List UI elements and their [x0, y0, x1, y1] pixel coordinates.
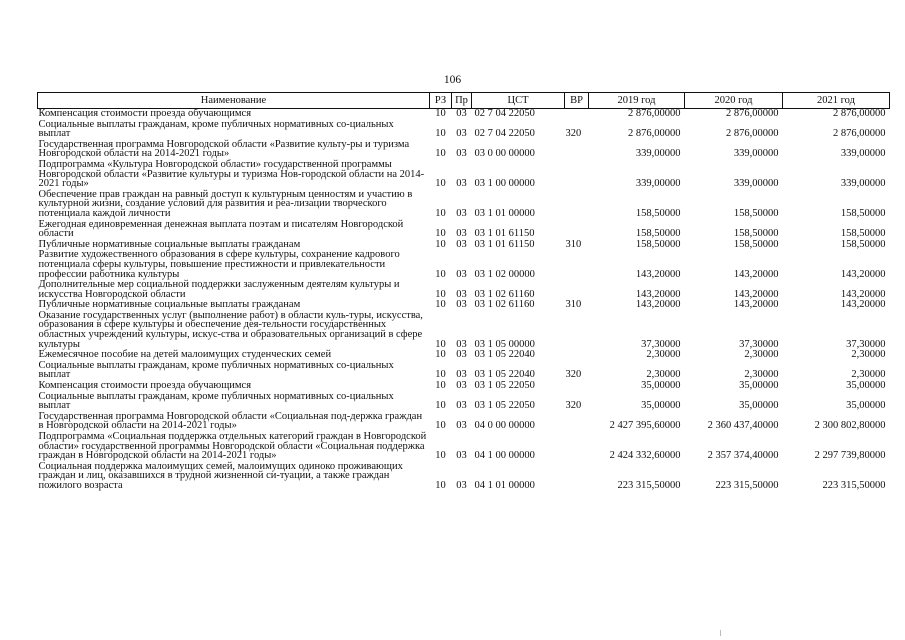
cell-2019: 143,20000	[635, 288, 681, 300]
cell-cst: 03 1 02 61160	[474, 299, 535, 311]
cell-2021: 2 876,00000	[833, 128, 886, 140]
cell-pr: 03	[456, 207, 467, 219]
cell-rz: 10	[435, 349, 446, 361]
header-2019: 2019 год	[589, 93, 685, 109]
cell-name: Развитие художественного образования в сфере культуры, сохранение кадрового потенциала сферы культуры, повышение престижности и привлекательности профессии работника культуры	[38, 249, 400, 280]
cell-2020: 2 876,00000	[726, 108, 779, 119]
cell-2021: 158,50000	[840, 207, 886, 219]
cell-cst: 03 1 05 22050	[474, 400, 535, 412]
cell-2019: 35,00000	[641, 380, 681, 392]
cell-cst: 03 1 05 00000	[474, 338, 535, 350]
cell-rz: 10	[435, 228, 446, 240]
cell-2020: 2 357 374,40000	[707, 450, 779, 462]
cell-2019: 37,30000	[641, 338, 681, 350]
cell-vr: 310	[565, 238, 582, 250]
header-vr: ВР	[565, 93, 589, 109]
table-row	[38, 190, 890, 220]
cell-name: Государственная программа Новгородской области «Социальная под-держка граждан в Новгородской области на 2014-2021 годы»	[38, 410, 423, 432]
cell-vr	[565, 280, 589, 300]
cell-pr: 03	[456, 228, 467, 240]
cell-pr: 03	[456, 420, 467, 432]
cell-pr: 03	[456, 299, 467, 311]
header-pr: Пр	[452, 93, 472, 109]
cell-vr	[565, 220, 589, 240]
cell-cst: 02 7 04 22050	[474, 128, 535, 140]
cell-vr: 320	[565, 400, 582, 412]
cell-2020: 158,50000	[733, 238, 779, 250]
cell-2019: 223 315,50000	[617, 479, 681, 491]
cell-name: Государственная программа Новгородской области «Развитие культу-ры и туризма Новгородской области на 2014-2021 годы»	[38, 138, 410, 160]
cell-name: Дополнительные мер социальной поддержки заслуженным деятелям культуры и искусства Новгородской области	[38, 279, 400, 300]
cell-2021: 37,30000	[846, 338, 886, 350]
cell-vr	[565, 350, 589, 361]
header-name: Наименование	[38, 93, 430, 109]
cell-rz: 10	[435, 238, 446, 250]
table-row	[38, 412, 890, 432]
cell-2020: 143,20000	[733, 299, 779, 311]
table-row	[38, 432, 890, 462]
cell-pr: 03	[456, 349, 467, 361]
cell-2019: 2 424 332,60000	[609, 450, 681, 462]
cell-2021: 2 297 739,80000	[814, 450, 886, 462]
table-row	[38, 140, 890, 160]
cell-cst: 03 1 05 22040	[474, 369, 535, 381]
cell-2020: 223 315,50000	[715, 479, 779, 491]
cell-2021: 2,30000	[851, 349, 886, 361]
table-row	[38, 109, 890, 120]
cell-cst: 04 1 01 00000	[474, 479, 535, 491]
cell-rz: 10	[435, 178, 446, 190]
cell-2020: 37,30000	[739, 338, 779, 350]
cell-2021: 158,50000	[840, 228, 886, 240]
cell-vr	[565, 412, 589, 432]
budget-table	[37, 92, 890, 492]
cell-cst: 03 1 01 61150	[474, 238, 535, 250]
cell-cst: 03 0 00 00000	[474, 148, 535, 160]
cell-2019: 2 427 395,60000	[609, 420, 681, 432]
cell-name: Ежегодная единовременная денежная выплата поэтам и писателям Новгородской области	[38, 218, 404, 240]
cell-2020: 35,00000	[739, 400, 779, 412]
cell-2019: 2 876,00000	[628, 108, 681, 119]
cell-2020: 143,20000	[733, 268, 779, 280]
cell-vr	[565, 381, 589, 392]
cell-pr: 03	[456, 380, 467, 392]
cell-rz: 10	[435, 128, 446, 140]
header-cst: ЦСТ	[472, 93, 565, 109]
header-2020: 2020 год	[685, 93, 783, 109]
cell-vr	[565, 190, 589, 220]
cell-cst: 03 1 02 61160	[474, 288, 535, 300]
cell-rz: 10	[435, 420, 446, 432]
cell-vr	[565, 160, 589, 190]
cell-pr: 03	[456, 450, 467, 462]
cell-2021: 2 876,00000	[833, 108, 886, 119]
table-row	[38, 250, 890, 280]
cell-cst: 03 1 00 00000	[474, 178, 535, 190]
cell-vr	[565, 432, 589, 462]
cell-rz: 10	[435, 338, 446, 350]
cell-cst: 04 0 00 00000	[474, 420, 535, 432]
cell-2019: 158,50000	[635, 238, 681, 250]
cell-rz: 10	[435, 380, 446, 392]
cell-cst: 03 1 01 00000	[474, 207, 535, 219]
cell-2021: 143,20000	[840, 268, 886, 280]
cell-2020: 158,50000	[733, 207, 779, 219]
cell-cst: 03 1 01 61150	[474, 228, 535, 240]
cell-name: Социальная поддержка малоимущих семей, малоимущих одиноко проживающих граждан и лиц, оказавшихся в трудной жизненной си-туации, а также граждан пожилого возраста	[38, 460, 403, 491]
cell-2021: 2 300 802,80000	[814, 420, 886, 432]
cell-2021: 158,50000	[840, 238, 886, 250]
cell-name: Ежемесячное пособие на детей малоимущих студенческих семей	[38, 349, 332, 361]
table-row	[38, 120, 890, 140]
cell-vr	[565, 140, 589, 160]
cell-pr: 03	[456, 238, 467, 250]
cell-2020: 2 876,00000	[726, 128, 779, 140]
cell-2019: 2,30000	[646, 369, 681, 381]
cell-2020: 339,00000	[733, 148, 779, 160]
cell-2019: 158,50000	[635, 207, 681, 219]
table-row	[38, 160, 890, 190]
cell-vr: 320	[565, 128, 582, 140]
cell-2020: 158,50000	[733, 228, 779, 240]
cell-name: Компенсация стоимости проезда обучающимся	[38, 108, 252, 119]
cell-2021: 143,20000	[840, 299, 886, 311]
cell-name: Подпрограмма «Социальная поддержка отдельных категорий граждан в Новгородской области» государственной программы Новгородской области «Социальная поддержка граждан в Новгородской области на 2014-2021 годы»	[38, 431, 427, 462]
cell-rz: 10	[435, 299, 446, 311]
cell-2020: 339,00000	[733, 178, 779, 190]
cell-pr: 03	[456, 108, 467, 119]
table-row	[38, 280, 890, 300]
table-row	[38, 220, 890, 240]
cell-vr	[565, 462, 589, 492]
cell-cst: 03 1 02 00000	[474, 268, 535, 280]
scan-mark	[720, 630, 721, 636]
table-row	[38, 361, 890, 381]
cell-pr: 03	[456, 128, 467, 140]
cell-2019: 158,50000	[635, 228, 681, 240]
header-rz: РЗ	[430, 93, 452, 109]
cell-name: Социальные выплаты гражданам, кроме публичных нормативных со-циальных выплат	[38, 359, 394, 381]
table-header-row	[38, 93, 890, 109]
cell-vr	[565, 311, 589, 350]
cell-name: Публичные нормативные социальные выплаты гражданам	[38, 238, 301, 250]
cell-2020: 2 360 437,40000	[707, 420, 779, 432]
cell-vr	[565, 250, 589, 280]
cell-pr: 03	[456, 288, 467, 300]
page-number: 106	[443, 74, 462, 86]
cell-2020: 2,30000	[744, 349, 779, 361]
cell-2019: 35,00000	[641, 400, 681, 412]
cell-rz: 10	[435, 450, 446, 462]
cell-pr: 03	[456, 338, 467, 350]
table-row	[38, 311, 890, 350]
cell-name: Социальные выплаты гражданам, кроме публичных нормативных со-циальных выплат	[38, 390, 394, 412]
cell-pr: 03	[456, 479, 467, 491]
cell-2019: 2 876,00000	[628, 128, 681, 140]
cell-vr	[565, 109, 589, 120]
table-body	[38, 109, 890, 492]
cell-cst: 03 1 05 22050	[474, 380, 535, 392]
table-row	[38, 392, 890, 412]
cell-2021: 35,00000	[846, 380, 886, 392]
cell-2019: 2,30000	[646, 349, 681, 361]
cell-2019: 339,00000	[635, 178, 681, 190]
cell-cst: 02 7 04 22050	[474, 108, 535, 119]
cell-name: Компенсация стоимости проезда обучающимся	[38, 380, 252, 392]
cell-vr: 310	[565, 299, 582, 311]
cell-rz: 10	[435, 369, 446, 381]
cell-rz: 10	[435, 400, 446, 412]
cell-pr: 03	[456, 400, 467, 412]
cell-pr: 03	[456, 148, 467, 160]
header-2021: 2021 год	[783, 93, 890, 109]
cell-2021: 2,30000	[851, 369, 886, 381]
cell-pr: 03	[456, 369, 467, 381]
cell-name: Публичные нормативные социальные выплаты гражданам	[38, 299, 301, 311]
cell-name: Обеспечение прав граждан на равный доступ к культурным ценностям и участию в культурной жизни, создание условий для развития и реа-лизации творческого потенциала каждой личности	[38, 188, 413, 219]
cell-cst: 03 1 05 22040	[474, 349, 535, 361]
cell-rz: 10	[435, 479, 446, 491]
cell-2020: 35,00000	[739, 380, 779, 392]
cell-pr: 03	[456, 268, 467, 280]
cell-2019: 143,20000	[635, 268, 681, 280]
cell-rz: 10	[435, 108, 446, 119]
cell-vr: 320	[565, 369, 582, 381]
cell-rz: 10	[435, 207, 446, 219]
cell-2019: 143,20000	[635, 299, 681, 311]
cell-rz: 10	[435, 148, 446, 160]
cell-2020: 143,20000	[733, 288, 779, 300]
cell-2021: 339,00000	[840, 178, 886, 190]
cell-2019: 339,00000	[635, 148, 681, 160]
table-row	[38, 462, 890, 492]
cell-name: Оказание государственных услуг (выполнение работ) в области куль-туры, искусства, образования в сфере культуры и обеспечение дея-тельности государственных областных учреждений культуры, искус-ства и образовательных организаций в сфере культуры	[38, 309, 423, 350]
cell-rz: 10	[435, 288, 446, 300]
cell-2021: 339,00000	[840, 148, 886, 160]
cell-name: Подпрограмма «Культура Новгородской области» государственной программы Новгородской области «Развитие культуры и туризма Нов-городской области на 2014-2021 годы»	[38, 158, 425, 190]
cell-rz: 10	[435, 268, 446, 280]
cell-2021: 143,20000	[840, 288, 886, 300]
cell-name: Социальные выплаты гражданам, кроме публичных нормативных со-циальных выплат	[38, 118, 394, 140]
cell-pr: 03	[456, 178, 467, 190]
cell-cst: 04 1 00 00000	[474, 450, 535, 462]
cell-2020: 2,30000	[744, 369, 779, 381]
cell-2021: 223 315,50000	[822, 479, 886, 491]
cell-2021: 35,00000	[846, 400, 886, 412]
